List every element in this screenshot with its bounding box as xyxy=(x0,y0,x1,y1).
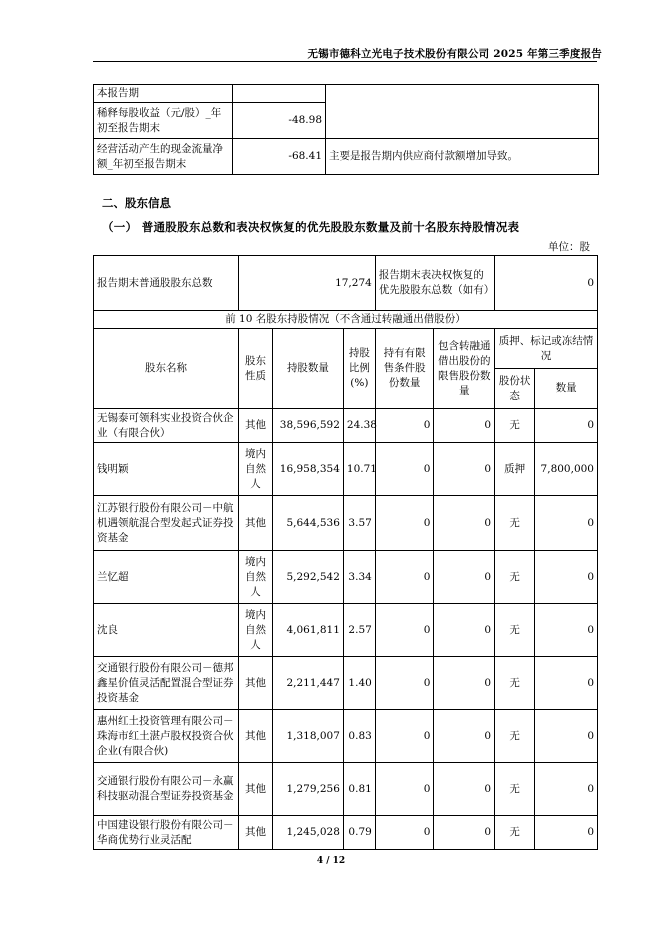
holder-status: 无 xyxy=(495,657,535,710)
holder-lending: 0 xyxy=(434,496,495,551)
indicator-value: -68.41 xyxy=(233,139,326,175)
table-row xyxy=(94,85,599,103)
holder-ratio: 2.57 xyxy=(343,604,375,657)
holder-status: 无 xyxy=(495,816,535,850)
header-divider xyxy=(93,61,597,62)
holder-nature: 其他 xyxy=(239,657,273,710)
holder-restricted: 0 xyxy=(375,443,434,496)
holder-pledge-qty: 0 xyxy=(535,763,598,816)
holder-name: 惠州红土投资管理有限公司－珠海市红土湛卢股权投资合伙企业(有限合伙) xyxy=(94,710,239,763)
holder-quantity: 2,211,447 xyxy=(272,657,343,710)
indicator-note xyxy=(326,85,599,139)
holder-restricted: 0 xyxy=(375,816,434,850)
indicator-name: 稀释每股收益（元/股）_年初至报告期末 xyxy=(94,103,233,139)
summary-row xyxy=(94,256,598,311)
header-quantity: 持股数量 xyxy=(272,329,343,409)
table-row xyxy=(94,816,598,850)
holder-nature: 境内自然人 xyxy=(239,551,273,604)
holder-nature: 其他 xyxy=(239,496,273,551)
holder-lending: 0 xyxy=(434,443,495,496)
holder-restricted: 0 xyxy=(375,604,434,657)
holder-pledge-qty: 7,800,000 xyxy=(535,443,598,496)
holder-nature: 其他 xyxy=(239,710,273,763)
caption-row xyxy=(94,311,598,329)
holder-quantity: 38,596,592 xyxy=(272,409,343,443)
header-pledge-status: 股份状态 xyxy=(495,369,535,409)
holder-lending: 0 xyxy=(434,816,495,850)
holder-nature: 境内自然人 xyxy=(239,443,273,496)
holder-restricted: 0 xyxy=(375,409,434,443)
holder-status: 无 xyxy=(495,551,535,604)
holder-name: 中国建设银行股份有限公司－华商优势行业灵活配 xyxy=(94,816,239,850)
table-row xyxy=(94,443,598,496)
holder-status: 无 xyxy=(495,604,535,657)
holder-lending: 0 xyxy=(434,710,495,763)
holder-restricted: 0 xyxy=(375,763,434,816)
table-row xyxy=(94,551,598,604)
holder-ratio: 0.83 xyxy=(343,710,375,763)
table-row xyxy=(94,763,598,816)
holder-nature: 境内自然人 xyxy=(239,604,273,657)
holder-nature: 其他 xyxy=(239,763,273,816)
header-lending: 包含转融通借出股份的限售股份数量 xyxy=(434,329,495,409)
header-nature: 股东性质 xyxy=(239,329,273,409)
holder-nature: 其他 xyxy=(239,409,273,443)
holder-pledge-qty: 0 xyxy=(535,551,598,604)
holder-ratio: 3.34 xyxy=(343,551,375,604)
table-row xyxy=(94,604,598,657)
total-holders-value: 17,274 xyxy=(239,256,376,311)
holder-ratio: 10.71 xyxy=(343,443,375,496)
preferred-holders-value: 0 xyxy=(495,256,598,311)
holder-restricted: 0 xyxy=(375,551,434,604)
holder-name: 钱明颖 xyxy=(94,443,239,496)
holder-ratio: 1.40 xyxy=(343,657,375,710)
holder-restricted: 0 xyxy=(375,710,434,763)
holder-status: 无 xyxy=(495,710,535,763)
holder-quantity: 1,245,028 xyxy=(272,816,343,850)
header-name: 股东名称 xyxy=(94,329,239,409)
indicator-name: 本报告期 xyxy=(94,85,233,103)
indicator-name: 经营活动产生的现金流量净额_年初至报告期末 xyxy=(94,139,233,175)
holder-lending: 0 xyxy=(434,763,495,816)
holder-quantity: 4,061,811 xyxy=(272,604,343,657)
indicator-value: -48.98 xyxy=(233,103,326,139)
holder-pledge-qty: 0 xyxy=(535,657,598,710)
indicator-note: 主要是报告期内供应商付款额增加导致。 xyxy=(326,139,599,175)
holder-quantity: 16,958,354 xyxy=(272,443,343,496)
holder-nature: 其他 xyxy=(239,816,273,850)
holder-status: 无 xyxy=(495,763,535,816)
unit-label: 单位：股 xyxy=(548,241,590,253)
financial-indicators-table xyxy=(93,84,599,175)
holder-lending: 0 xyxy=(434,604,495,657)
holder-name: 交通银行股份有限公司－永赢科技驱动混合型证券投资基金 xyxy=(94,763,239,816)
subsection-title: （一） 普通股股东总数和表决权恢复的优先股股东数量及前十名股东持股情况表 xyxy=(102,220,520,234)
header-ratio: 持股比例(%) xyxy=(343,329,375,409)
holder-name: 沈良 xyxy=(94,604,239,657)
shareholders-table xyxy=(93,255,598,850)
holder-ratio: 0.79 xyxy=(343,816,375,850)
holder-status: 无 xyxy=(495,409,535,443)
holder-status: 质押 xyxy=(495,443,535,496)
holder-pledge-qty: 0 xyxy=(535,710,598,763)
holder-quantity: 5,644,536 xyxy=(272,496,343,551)
page-number: 4 / 12 xyxy=(316,856,346,866)
section-title: 二、股东信息 xyxy=(102,196,171,210)
holder-pledge-qty: 0 xyxy=(535,496,598,551)
holder-ratio: 0.81 xyxy=(343,763,375,816)
holder-lending: 0 xyxy=(434,551,495,604)
holder-ratio: 24.38 xyxy=(343,409,375,443)
holder-name: 兰忆超 xyxy=(94,551,239,604)
holder-name: 无锡泰可领科实业投资合伙企业（有限合伙） xyxy=(94,409,239,443)
holder-quantity: 5,292,542 xyxy=(272,551,343,604)
table-row xyxy=(94,139,599,175)
indicator-value xyxy=(233,85,326,103)
holder-name: 江苏银行股份有限公司－中航机遇领航混合型发起式证券投资基金 xyxy=(94,496,239,551)
holder-ratio: 3.57 xyxy=(343,496,375,551)
holder-lending: 0 xyxy=(434,409,495,443)
table-row xyxy=(94,496,598,551)
report-header-title: 无锡市德科立光电子技术股份有限公司 2025 年第三季度报告 xyxy=(307,48,602,60)
total-holders-label: 报告期末普通股股东总数 xyxy=(94,256,239,311)
table-row xyxy=(94,710,598,763)
table-row xyxy=(94,657,598,710)
holder-restricted: 0 xyxy=(375,496,434,551)
holder-pledge-qty: 0 xyxy=(535,816,598,850)
holder-pledge-qty: 0 xyxy=(535,604,598,657)
header-restricted: 持有有限售条件股份数量 xyxy=(375,329,434,409)
holder-name: 交通银行股份有限公司－德邦鑫星价值灵活配置混合型证券投资基金 xyxy=(94,657,239,710)
holder-lending: 0 xyxy=(434,657,495,710)
header-pledge: 质押、标记或冻结情况 xyxy=(495,329,598,369)
preferred-holders-label: 报告期末表决权恢复的优先股股东总数（如有） xyxy=(375,256,494,311)
holder-quantity: 1,318,007 xyxy=(272,710,343,763)
holder-status: 无 xyxy=(495,496,535,551)
header-row xyxy=(94,329,598,369)
holder-pledge-qty: 0 xyxy=(535,409,598,443)
holder-quantity: 1,279,256 xyxy=(272,763,343,816)
holder-restricted: 0 xyxy=(375,657,434,710)
top10-caption: 前 10 名股东持股情况（不含通过转融通出借股份） xyxy=(94,311,598,329)
header-pledge-qty: 数量 xyxy=(535,369,598,409)
table-row xyxy=(94,409,598,443)
